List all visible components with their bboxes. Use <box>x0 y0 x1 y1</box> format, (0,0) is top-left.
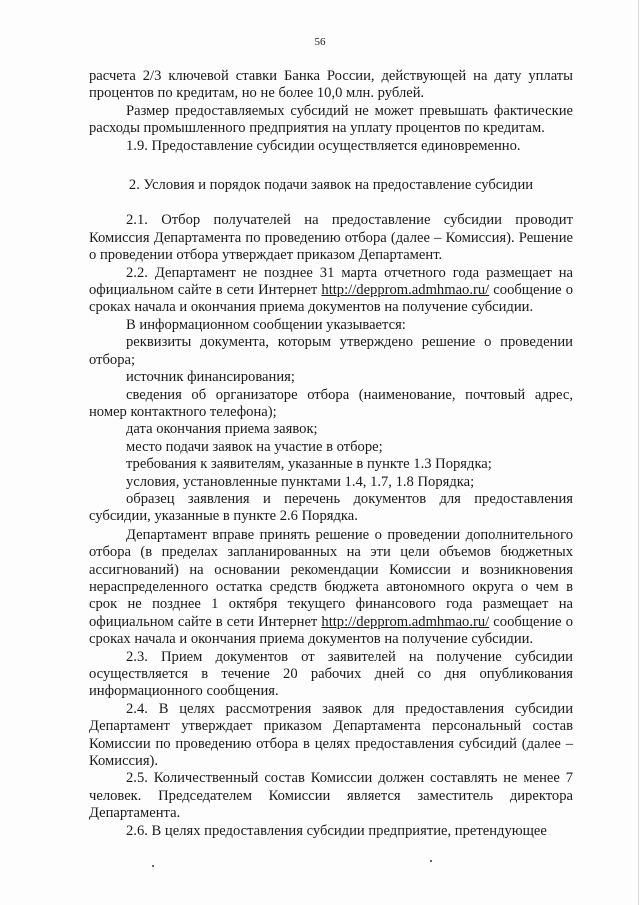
info-item-document-details: реквизиты документа, которым утверждено решение о проведении отбора; <box>89 334 573 368</box>
paragraph-2-5: 2.5. Количественный состав Комиссии должен составлять не менее 7 человек. Председателем Комиссии является заместитель директора Департамента. <box>89 770 573 822</box>
info-item-application-form: образец заявления и перечень документов для предоставления субсидии, указанные в пункте 2.6 Порядка. <box>89 490 573 525</box>
paragraph-2-2-text: 2.2. Департамент не позднее 31 марта отчетного года размещает на официальном сайте в сети Интернет <box>89 264 573 299</box>
depprom-website-link[interactable]: http://depprom.admhmao.ru/ <box>321 282 490 299</box>
depprom-website-link-2[interactable]: http://depprom.admhmao.ru/ <box>321 613 490 630</box>
page-number: 56 <box>314 36 326 48</box>
paragraph-2-2 <box>89 265 573 317</box>
paragraph-rate-tail: расчета 2/3 ключевой ставки Банка России, действующей на дату уплаты процентов по кредитам, но не более 10,0 млн. рублей. <box>89 68 573 102</box>
paragraph-additional-text: Департамент вправе принять решение о проведении дополнительного отбора (в пределах запланированных на эти цели объемов бюджетных ассигнований) на основании рекомендации Комиссии и возникновения нераспределенного остатка средств бюджета автономного округа о чем в срок не позднее 1 октября текущего финансового года размещает на официальном сайте в сети Интернет <box>89 526 573 630</box>
info-item-funding-source: источник финансирования; <box>126 369 295 386</box>
paragraph-additional-text-end: сообщение о сроках начала и окончания приема документов на получение субсидии. <box>89 613 573 648</box>
info-item-requirements: требования к заявителям, указанные в пункте 1.3 Порядка; <box>126 456 492 473</box>
paragraph-2-1: 2.1. Отбор получателей на предоставление субсидии проводит Комиссия Департамента по проведению отбора (далее – Комиссия). Решение о проведении отбора утверждает приказом Департамент. <box>89 212 573 264</box>
scan-edge-line <box>638 0 639 905</box>
info-item-conditions: условия, установленные пунктами 1.4, 1.7, 1.8 Порядка; <box>126 473 475 490</box>
info-item-organizer: сведения об организаторе отбора (наименование, почтовый адрес, номер контактного телефона); <box>89 386 573 420</box>
section-2-heading: 2. Условия и порядок подачи заявок на предоставление субсидии <box>128 177 534 194</box>
paragraph-2-3: 2.3. Прием документов от заявителей на получение субсидии осуществляется в течение 20 рабочих дней со дня опубликования информационного сообщения. <box>89 648 573 700</box>
paragraph-2-2-text-end: сообщение о сроках начала и окончания приема документов на получение субсидии. <box>89 282 573 316</box>
info-item-submission-place: место подачи заявок на участие в отборе; <box>126 438 383 455</box>
paragraph-2-4: 2.4. В целях рассмотрения заявок для предоставления субсидии Департамент утверждает приказом Департамента персональный состав Комиссии по проведению отбора в целях предоставления субсидий (далее – Комиссия). <box>89 700 573 770</box>
paragraph-2-6: 2.6. В целях предоставления субсидии предприятие, претендующее <box>126 822 547 839</box>
paragraph-additional-selection <box>89 526 573 649</box>
info-message-intro: В информационном сообщении указывается: <box>126 316 406 333</box>
scan-speck-left <box>152 865 154 867</box>
scan-speck-right <box>430 860 432 862</box>
paragraph-subsidy-limit: Размер предоставляемых субсидий не может превышать фактические расходы промышленного предприятия на уплату процентов по кредитам. <box>89 102 573 137</box>
paragraph-1-9: 1.9. Предоставление субсидии осуществляется единовременно. <box>126 137 521 154</box>
info-item-deadline: дата окончания приема заявок; <box>126 421 318 438</box>
document-body <box>89 68 573 840</box>
